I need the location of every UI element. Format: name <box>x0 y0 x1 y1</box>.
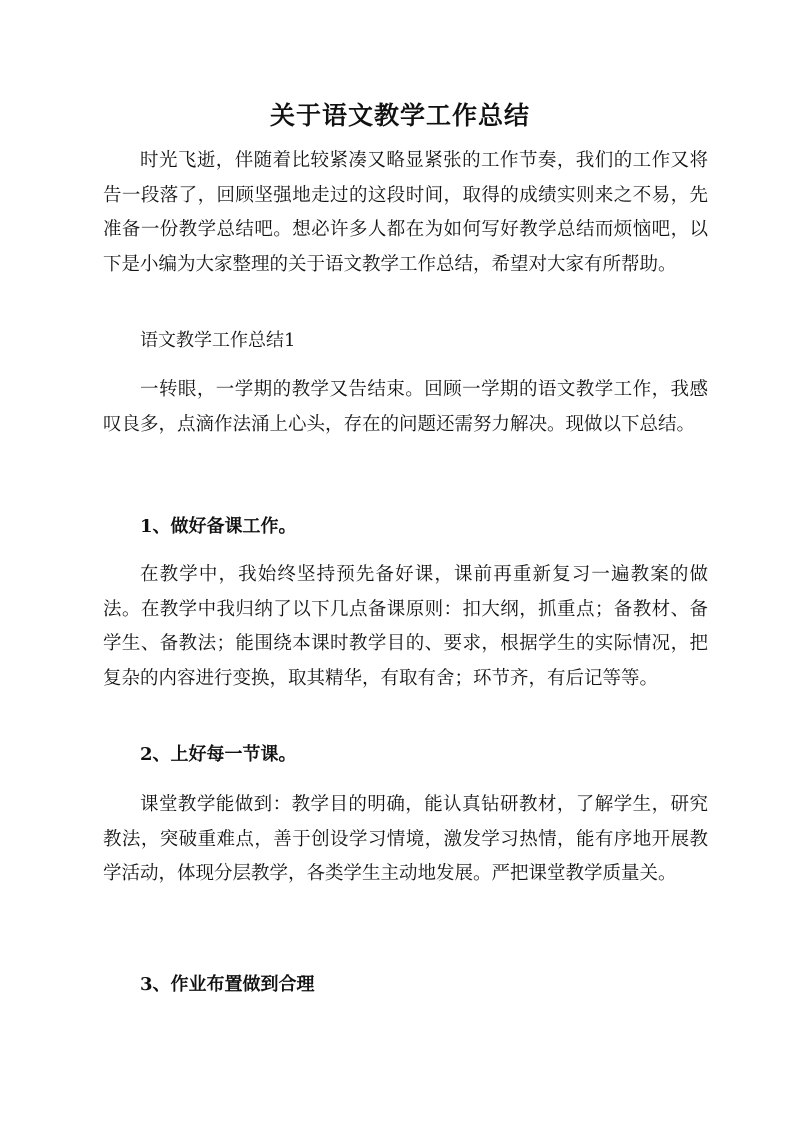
section-intro-paragraph: 一转眼，一学期的教学又告结束。回顾一学期的语文教学工作，我感叹良多，点滴作法涌上心头，存在的问题还需努力解决。现做以下总结。 <box>103 379 708 435</box>
section-heading: 语文教学工作总结1 <box>140 330 296 351</box>
item-heading-1: 1、做好备课工作。 <box>140 516 297 537</box>
item-paragraph-1: 在教学中，我始终坚持预先备好课，课前再重新复习一遍教案的做法。在教学中我归纳了以下几点备课原则：扣大纲，抓重点；备教材、备学生、备教法；能围绕本课时教学目的、要求，根据学生的实际情况，把复杂的内容进行变换，取其精华，有取有舍；环节齐，有后记等等。 <box>103 564 708 689</box>
item-heading-3: 3、作业布置做到合理 <box>140 974 315 995</box>
item-paragraph-2: 课堂教学能做到：教学目的明确，能认真钻研教材，了解学生，研究教法，突破重难点，善于创设学习情境，激发学习热情，能有序地开展教学活动，体现分层教学，各类学生主动地发展。严把课堂教学质量关。 <box>103 794 708 884</box>
intro-paragraph: 时光飞逝，伴随着比较紧凑又略显紧张的工作节奏，我们的工作又将告一段落了，回顾坚强地走过的这段时间，取得的成绩实则来之不易，先准备一份教学总结吧。想必许多人都在为如何写好教学总结而烦恼吧，以下是小编为大家整理的关于语文教学工作总结，希望对大家有所帮助。 <box>103 150 708 275</box>
document-title: 关于语文教学工作总结 <box>269 101 530 130</box>
item-heading-2: 2、上好每一节课。 <box>140 744 297 765</box>
